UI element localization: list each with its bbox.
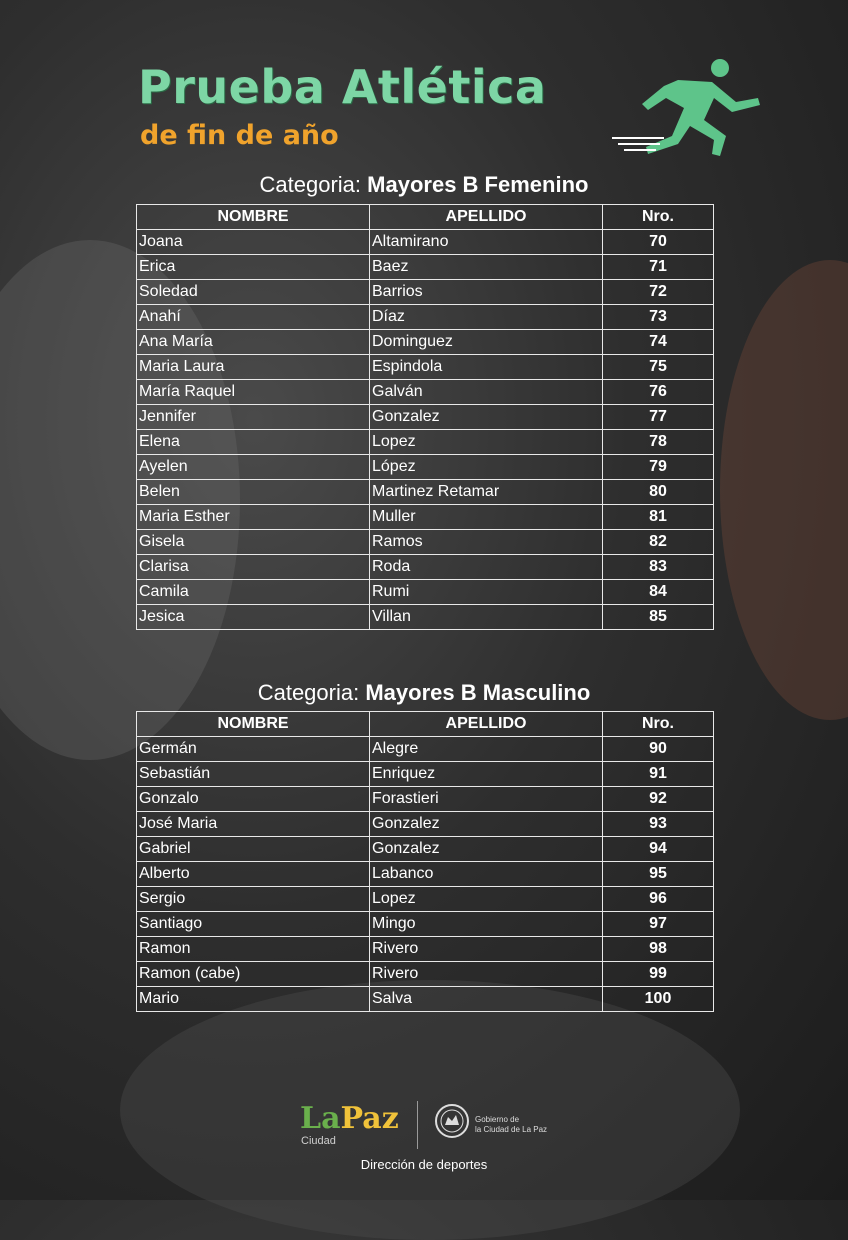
- lapaz-logo: [300, 1101, 399, 1136]
- cell-nombre: Sebastián: [137, 762, 370, 787]
- table-row: [137, 787, 714, 812]
- table-row: [137, 912, 714, 937]
- cell-nro: 99: [603, 962, 714, 987]
- table-row: [137, 480, 714, 505]
- table-row: [137, 762, 714, 787]
- category-label: Categoria:: [259, 172, 362, 197]
- cell-nombre: Soledad: [137, 280, 370, 305]
- column-header-apellido: APELLIDO: [370, 205, 603, 230]
- cell-nro: 91: [603, 762, 714, 787]
- table-row: [137, 987, 714, 1012]
- cell-apellido: Labanco: [370, 862, 603, 887]
- cell-nombre: Santiago: [137, 912, 370, 937]
- cell-nro: 72: [603, 280, 714, 305]
- cell-apellido: Villan: [370, 605, 603, 630]
- cell-nro: 74: [603, 330, 714, 355]
- cell-nombre: Alberto: [137, 862, 370, 887]
- cell-nro: 71: [603, 255, 714, 280]
- table-header-row: [137, 205, 714, 230]
- poster-subtitle: de fin de año: [140, 120, 339, 151]
- cell-nro: 84: [603, 580, 714, 605]
- cell-nro: 73: [603, 305, 714, 330]
- column-header-nro: Nro.: [603, 712, 714, 737]
- cell-nombre: Anahí: [137, 305, 370, 330]
- cell-nro: 92: [603, 787, 714, 812]
- cell-apellido: Salva: [370, 987, 603, 1012]
- cell-nro: 85: [603, 605, 714, 630]
- cell-nombre: Jesica: [137, 605, 370, 630]
- cell-apellido: Dominguez: [370, 330, 603, 355]
- cell-nombre: Ramon (cabe): [137, 962, 370, 987]
- cell-apellido: Mingo: [370, 912, 603, 937]
- cell-apellido: López: [370, 455, 603, 480]
- cell-apellido: Baez: [370, 255, 603, 280]
- cell-apellido: Altamirano: [370, 230, 603, 255]
- category-label: Categoria:: [257, 680, 360, 705]
- logo-paz-text: Paz: [340, 1101, 399, 1136]
- table-row: [137, 937, 714, 962]
- cell-nro: 78: [603, 430, 714, 455]
- cell-nombre: Camila: [137, 580, 370, 605]
- cell-nro: 77: [603, 405, 714, 430]
- roster-table-femenino: [136, 204, 714, 630]
- cell-nro: 93: [603, 812, 714, 837]
- column-header-nombre: NOMBRE: [137, 712, 370, 737]
- table-row: [137, 580, 714, 605]
- cell-apellido: Galván: [370, 380, 603, 405]
- cell-apellido: Ramos: [370, 530, 603, 555]
- table-row: [137, 862, 714, 887]
- government-line-1: Gobierno de: [475, 1115, 520, 1124]
- table-header-row: [137, 712, 714, 737]
- cell-nro: 70: [603, 230, 714, 255]
- cell-apellido: Gonzalez: [370, 812, 603, 837]
- table-row: [137, 305, 714, 330]
- cell-nro: 90: [603, 737, 714, 762]
- roster-table-masculino: [136, 711, 714, 1012]
- cell-apellido: Lopez: [370, 887, 603, 912]
- cell-nombre: Gabriel: [137, 837, 370, 862]
- cell-apellido: Enriquez: [370, 762, 603, 787]
- table-row: [137, 737, 714, 762]
- column-header-apellido: APELLIDO: [370, 712, 603, 737]
- table-row: [137, 530, 714, 555]
- cell-apellido: Alegre: [370, 737, 603, 762]
- category-name: Mayores B Masculino: [365, 680, 591, 705]
- cell-nombre: Belen: [137, 480, 370, 505]
- cell-apellido: Rumi: [370, 580, 603, 605]
- cell-nro: 75: [603, 355, 714, 380]
- table-row: [137, 280, 714, 305]
- table-row: [137, 355, 714, 380]
- cell-nombre: Erica: [137, 255, 370, 280]
- cell-apellido: Barrios: [370, 280, 603, 305]
- cell-nro: 97: [603, 912, 714, 937]
- cell-nombre: Jennifer: [137, 405, 370, 430]
- cell-nombre: Maria Esther: [137, 505, 370, 530]
- cell-nro: 100: [603, 987, 714, 1012]
- cell-nombre: Gisela: [137, 530, 370, 555]
- table-row: [137, 430, 714, 455]
- cell-nombre: Clarisa: [137, 555, 370, 580]
- cell-apellido: Muller: [370, 505, 603, 530]
- cell-nombre: Mario: [137, 987, 370, 1012]
- direccion-deportes: Dirección de deportes: [360, 1157, 488, 1172]
- city-seal-icon: [434, 1103, 470, 1139]
- category-heading-masculino: [0, 680, 848, 706]
- footer: [0, 1095, 848, 1185]
- cell-apellido: Gonzalez: [370, 837, 603, 862]
- table-row: [137, 555, 714, 580]
- cell-nombre: Ayelen: [137, 455, 370, 480]
- cell-nombre: José Maria: [137, 812, 370, 837]
- table-row: [137, 505, 714, 530]
- cell-nro: 81: [603, 505, 714, 530]
- cell-nro: 96: [603, 887, 714, 912]
- cell-nro: 76: [603, 380, 714, 405]
- category-name: Mayores B Femenino: [367, 172, 589, 197]
- cell-nro: 80: [603, 480, 714, 505]
- cell-nombre: Gonzalo: [137, 787, 370, 812]
- cell-nombre: Sergio: [137, 887, 370, 912]
- logo-ciudad-text: Ciudad: [301, 1135, 336, 1147]
- cell-nombre: Maria Laura: [137, 355, 370, 380]
- cell-nombre: Elena: [137, 430, 370, 455]
- cell-apellido: Lopez: [370, 430, 603, 455]
- column-header-nro: Nro.: [603, 205, 714, 230]
- cell-nombre: María Raquel: [137, 380, 370, 405]
- table-row: [137, 837, 714, 862]
- poster-header: [138, 60, 778, 170]
- poster-title: Prueba Atlética: [138, 60, 547, 114]
- cell-nombre: Germán: [137, 737, 370, 762]
- column-header-nombre: NOMBRE: [137, 205, 370, 230]
- cell-nro: 94: [603, 837, 714, 862]
- runner-icon: [608, 58, 768, 158]
- cell-apellido: Roda: [370, 555, 603, 580]
- cell-nro: 95: [603, 862, 714, 887]
- cell-apellido: Díaz: [370, 305, 603, 330]
- cell-nombre: Ana María: [137, 330, 370, 355]
- cell-nro: 79: [603, 455, 714, 480]
- background-blur-right: [720, 260, 848, 720]
- cell-nombre: Joana: [137, 230, 370, 255]
- government-line-2: la Ciudad de La Paz: [475, 1125, 548, 1134]
- logo-la-text: La: [300, 1101, 341, 1136]
- cell-apellido: Espindola: [370, 355, 603, 380]
- table-row: [137, 887, 714, 912]
- table-row: [137, 255, 714, 280]
- table-row: [137, 605, 714, 630]
- cell-nombre: Ramon: [137, 937, 370, 962]
- table-row: [137, 380, 714, 405]
- cell-nro: 82: [603, 530, 714, 555]
- government-label: [475, 1115, 565, 1135]
- table-row: [137, 455, 714, 480]
- table-row: [137, 230, 714, 255]
- table-row: [137, 962, 714, 987]
- table-row: [137, 330, 714, 355]
- cell-apellido: Forastieri: [370, 787, 603, 812]
- cell-apellido: Rivero: [370, 937, 603, 962]
- table-row: [137, 405, 714, 430]
- footer-divider: [417, 1101, 418, 1149]
- cell-apellido: Gonzalez: [370, 405, 603, 430]
- cell-apellido: Rivero: [370, 962, 603, 987]
- cell-apellido: Martinez Retamar: [370, 480, 603, 505]
- cell-nro: 83: [603, 555, 714, 580]
- cell-nro: 98: [603, 937, 714, 962]
- category-heading-femenino: [0, 172, 848, 198]
- table-row: [137, 812, 714, 837]
